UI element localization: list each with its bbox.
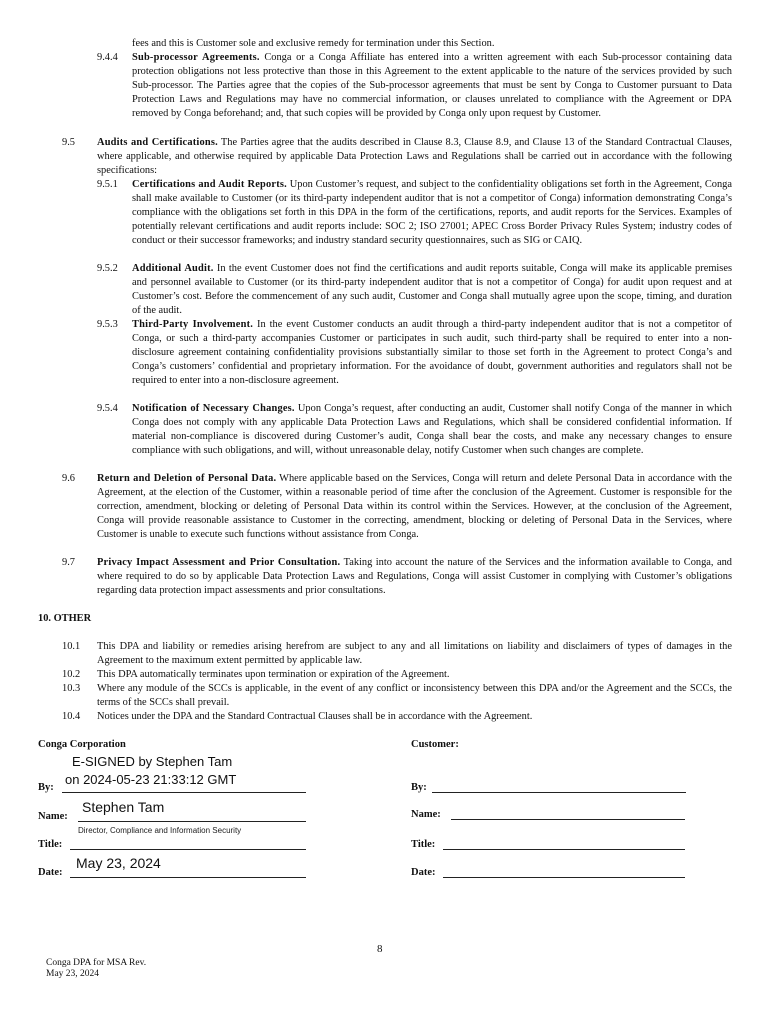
section-title: Return and Deletion of Personal Data. bbox=[97, 473, 277, 484]
section-title: Sub-processor Agreements. bbox=[132, 52, 260, 63]
right-name-label: Name: bbox=[411, 809, 441, 820]
section-title: Third-Party Involvement. bbox=[132, 319, 254, 330]
section-number: 9.5 bbox=[62, 137, 75, 148]
section-title: Certifications and Audit Reports. bbox=[132, 179, 287, 190]
section-9-5 bbox=[62, 136, 732, 178]
left-party-name: Conga Corporation bbox=[38, 739, 126, 750]
right-name-line[interactable] bbox=[451, 819, 685, 820]
section-9-5-2 bbox=[97, 262, 732, 318]
footer-doc-name: Conga DPA for MSA Rev. bbox=[46, 958, 147, 968]
section-text: Upon Customer’s request, and subject to the confidentiality obligations set forth in the Agreement, Conga shall make available to Customer (or its third-party independent auditor that is not a competitor of Conga) information demonstrating Conga’s compliance with the obligations set forth in this DPA in the form of the certifications, reports, and audit reports for the Services. Examples of potentially relevant certifications and audit reports include: SOC 2; ISO 27001; APEC Cross Border Privacy Rules System; industry codes of conduct or their successor frameworks; and industry standard security questionnaires, such as SIG or CAIQ. bbox=[132, 179, 732, 247]
left-title-label: Title: bbox=[38, 839, 63, 850]
section-text: In the event Customer does not find the certifications and audit reports suitable, Conga will make its applicable premises and personnel available to Customer (or its third-party independent auditor that is not a competitor of Conga) for audit upon request and at Customer’s cost. Before the commencement of any such audit, Customer and Conga shall mutually agree upon the scope, timing, and duration of the audit. bbox=[132, 263, 732, 317]
page-number: 8 bbox=[377, 943, 383, 955]
section-text: This DPA and liability or remedies arising herefrom are subject to any and all limitations on liability and disclaimers of types of damages in the Agreement to the maximum extent permitted by applicable law. bbox=[97, 641, 732, 667]
right-date-line[interactable] bbox=[443, 877, 685, 878]
section-number: 9.5.2 bbox=[97, 263, 118, 274]
footer-date: May 23, 2024 bbox=[46, 969, 100, 979]
section-number: 10.3 bbox=[62, 683, 81, 694]
right-title-line[interactable] bbox=[443, 849, 685, 850]
section-9-6 bbox=[62, 472, 732, 542]
section-10-1 bbox=[62, 640, 732, 668]
section-number: 10.2 bbox=[62, 669, 81, 680]
section-9-5-3 bbox=[97, 318, 732, 388]
section-text: This DPA automatically terminates upon termination or expiration of the Agreement. bbox=[97, 669, 450, 680]
section-10-2 bbox=[62, 668, 732, 682]
esign-stamp-line1: E-SIGNED by Stephen Tam bbox=[72, 754, 233, 769]
section-number: 9.5.3 bbox=[97, 319, 118, 330]
left-date-label: Date: bbox=[38, 867, 63, 878]
section-9-4-3-tail: fees and this is Customer sole and exclusive remedy for termination under this Section. bbox=[132, 38, 495, 49]
section-text: The Parties agree that the audits described in Clause 8.3, Clause 8.9, and Clause 13 of the Standard Contractual Clauses, where applicable, and otherwise required by applicable Data Protection Laws and Regulations shall be carried out in accordance with the following specifications: bbox=[97, 137, 732, 177]
left-date-value: May 23, 2024 bbox=[76, 855, 161, 871]
section-title: Additional Audit. bbox=[132, 263, 214, 274]
left-name-subtitle: Director, Compliance and Information Security bbox=[78, 826, 242, 835]
section-text: Where any module of the SCCs is applicable, in the event of any conflict or inconsistency between this DPA and/or the Agreement and the SCCs, the terms of the SCCs shall prevail. bbox=[97, 683, 732, 709]
section-9-7 bbox=[62, 556, 732, 598]
section-10-4 bbox=[62, 710, 732, 724]
left-name-value: Stephen Tam bbox=[82, 799, 165, 815]
section-number: 10.4 bbox=[62, 711, 81, 722]
section-number: 9.6 bbox=[62, 473, 75, 484]
section-9-5-1 bbox=[97, 178, 732, 248]
left-name-line[interactable] bbox=[78, 821, 306, 822]
section-number: 9.7 bbox=[62, 557, 75, 568]
right-by-label: By: bbox=[411, 782, 427, 793]
section-number: 9.5.1 bbox=[97, 179, 118, 190]
right-party-name: Customer: bbox=[411, 739, 459, 750]
section-text: In the event Customer conducts an audit through a third-party independent auditor that is not a competitor of Conga, or such a third-party accompanies Customer or participates in such audit, such third-party shall be required to enter into a non-disclosure agreement containing confidentiality provisions substantially similar to those set forth in the Agreement to protect Conga’s and Conga’s customers’ confidential and proprietary information. For the avoidance of doubt, government authorities and regulators shall not be required to enter into a non-disclosure agreement. bbox=[132, 319, 732, 387]
right-by-signature-line[interactable] bbox=[432, 792, 686, 793]
section-9-5-4 bbox=[97, 402, 732, 458]
section-10-3 bbox=[62, 682, 732, 710]
left-name-label: Name: bbox=[38, 811, 68, 822]
section-text: Upon Conga’s request, after conducting an audit, Customer shall notify Conga of the manner in which Conga does not comply with any applicable Data Protection Laws and Regulations, which shall be considered confidential information. If material non-compliance is discovered during Customer’s audit, Conga shall bear the costs, and make any necessary changes to ensure compliance with such obligations, and will, without unreasonable delay, notify Customer when such changes are complete. bbox=[132, 403, 732, 457]
section-text: Conga or a Conga Affiliate has entered into a written agreement with each Sub-processor containing data protection obligations not less protective than those in this Agreement to the extent applicable to the nature of the services provided by such Sub-processor. The Parties agree that the copies of the Sub-processor agreements that must be sent by Conga to Customer pursuant to Data Protection Laws and Regulations may have no commercial information, or clauses unrelated to compliance with the Agreement or DPA removed by Conga beforehand; and, that such copies will be provided by Conga only upon request by Customer. bbox=[132, 52, 732, 120]
section-9-4-4 bbox=[97, 51, 732, 121]
left-date-line[interactable] bbox=[70, 877, 306, 878]
section-number: 10.1 bbox=[62, 641, 81, 652]
section-title: Audits and Certifications. bbox=[97, 137, 218, 148]
left-title-line[interactable] bbox=[70, 849, 306, 850]
section-number: 9.5.4 bbox=[97, 403, 118, 414]
section-title: Notification of Necessary Changes. bbox=[132, 403, 295, 414]
section-number: 9.4.4 bbox=[97, 52, 118, 63]
right-title-label: Title: bbox=[411, 839, 436, 850]
section-text: Taking into account the nature of the Services and the information available to Conga, and where required to do so by applicable Data Protection Laws and Regulations, Conga will assist Customer in complying with Customer’s obligations regarding data protection impact assessments and prior consultations. bbox=[97, 557, 732, 597]
section-title: Privacy Impact Assessment and Prior Consultation. bbox=[97, 557, 341, 568]
section-text: Where applicable based on the Services, Conga will return and delete Personal Data in accordance with the Agreement, at the election of the Customer, within a reasonable period of time after the conclusion of the Agreement. Customer is responsible for the correction, amendment, blocking or deleting of Personal Data within its control within the Services. However, at the conclusion of the Agreement, Conga will provide reasonable assistance to Customer in the correcting, amendment, blocking or deleting of Personal Data in the Services, where Customer is unable to execute such functions without assistance from Conga. bbox=[97, 473, 732, 541]
left-by-signature-line[interactable] bbox=[62, 792, 306, 793]
document-footer bbox=[46, 958, 146, 980]
esign-stamp-line2: on 2024-05-23 21:33:12 GMT bbox=[65, 772, 237, 787]
section-10-heading: 10. OTHER bbox=[38, 613, 92, 624]
right-date-label: Date: bbox=[411, 867, 436, 878]
left-by-label: By: bbox=[38, 782, 54, 793]
section-text: Notices under the DPA and the Standard Contractual Clauses shall be in accordance with the Agreement. bbox=[97, 711, 533, 722]
